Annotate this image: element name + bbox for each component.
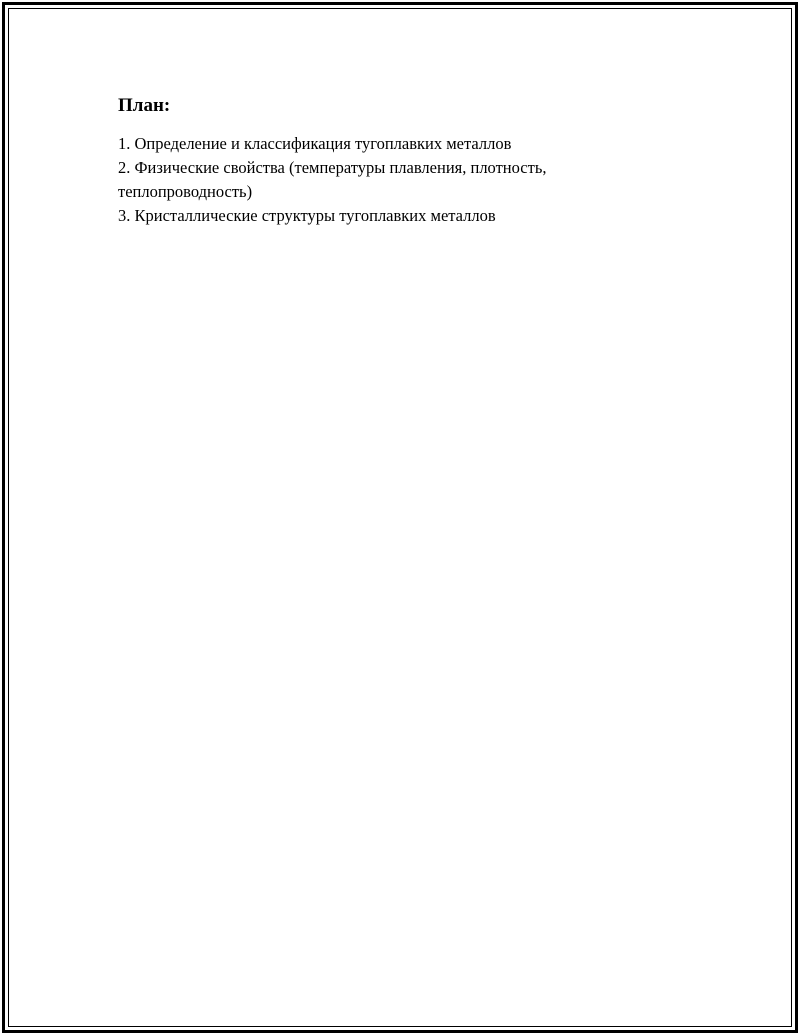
plan-item-1: 1. Определение и классификация тугоплавких металлов bbox=[118, 134, 512, 153]
plan-item-3: 3. Кристаллические структуры тугоплавких металлов bbox=[118, 206, 496, 225]
plan-item-2: 2. Физические свойства (температуры плавления, плотность, теплопроводность) bbox=[118, 158, 547, 201]
plan-list bbox=[118, 132, 618, 228]
plan-heading: План: bbox=[118, 95, 171, 116]
page-content bbox=[118, 94, 618, 228]
